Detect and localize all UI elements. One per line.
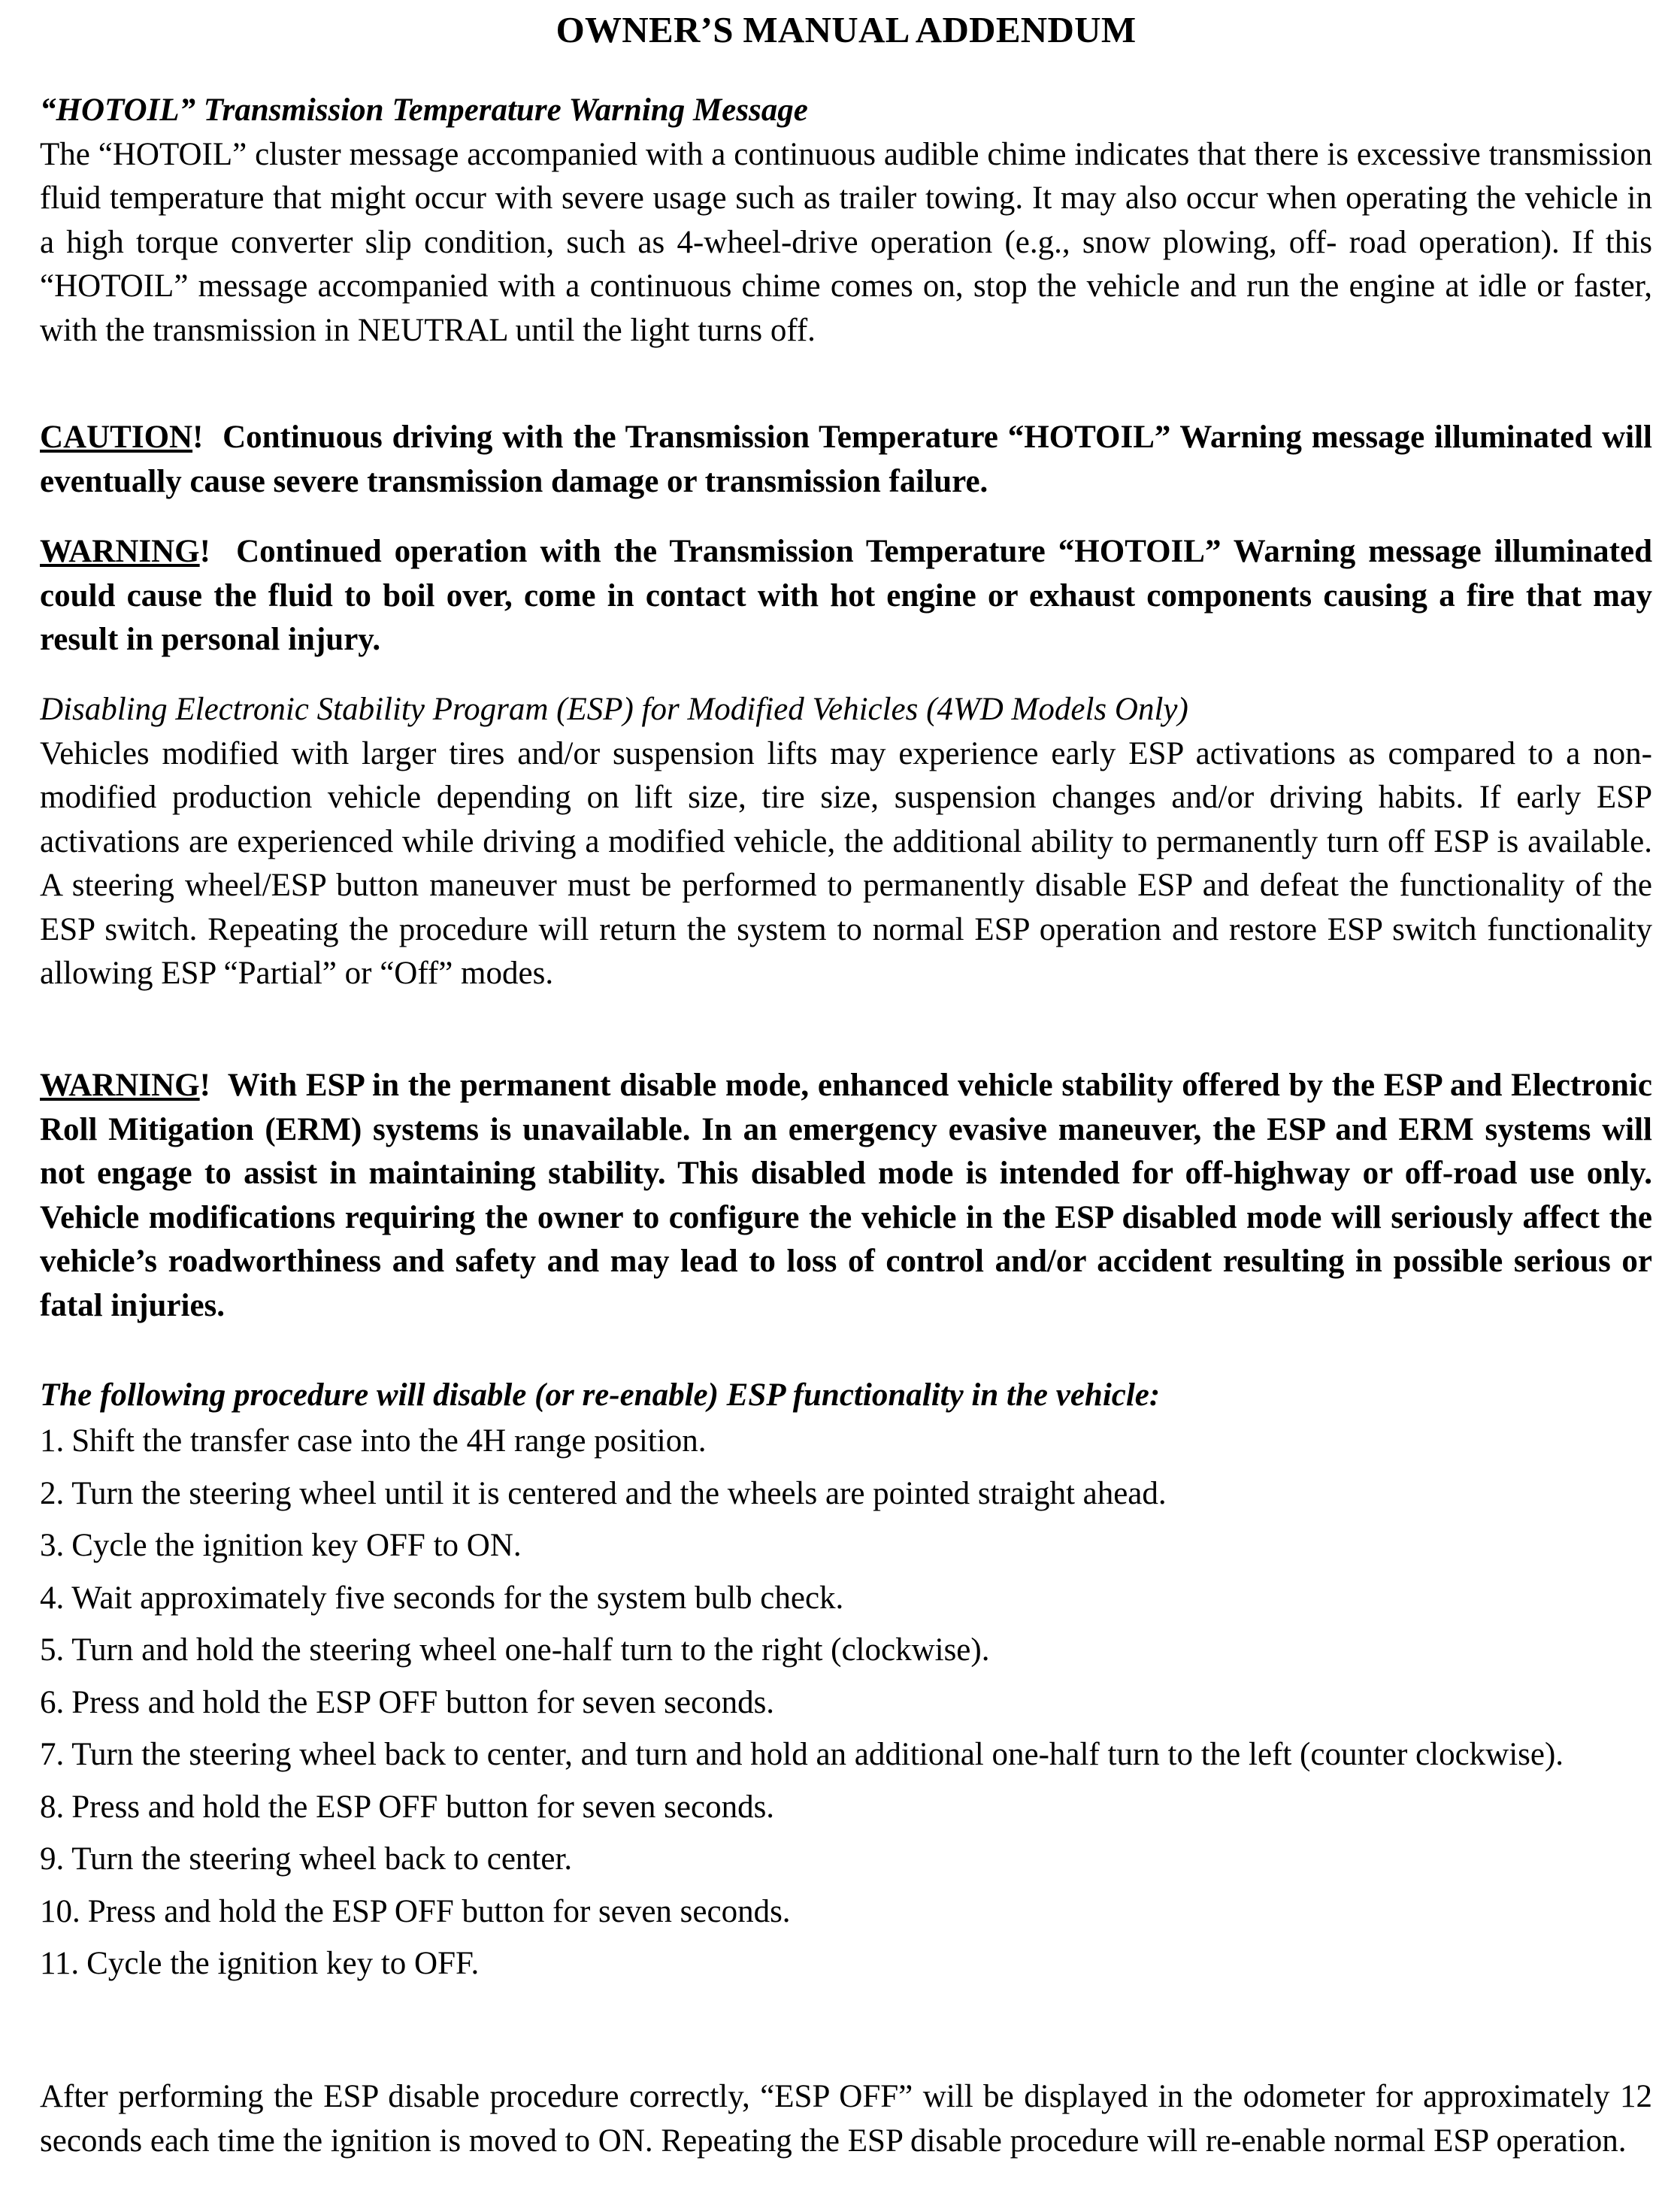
esp-section [40, 688, 1652, 996]
hotoil-warning-mark: ! [199, 534, 210, 569]
esp-heading: Disabling Electronic Stability Program (ESP) for Modified Vehicles (4WD Models Only) [40, 692, 1188, 727]
procedure-step: 8. Press and hold the ESP OFF button for seven seconds. [40, 1789, 775, 1825]
closing-paragraph [40, 2075, 1652, 2163]
caution-notice [40, 416, 1652, 504]
procedure-step: 6. Press and hold the ESP OFF button for seven seconds. [40, 1684, 775, 1720]
hotoil-warning-label: WARNING [40, 534, 200, 569]
procedure-heading-block [40, 1374, 1652, 1418]
closing-text: After performing the ESP disable procedure correctly, “ESP OFF” will be displayed in the odometer for approximately 12 seconds each time the ignition is moved to ON. Repeating the ESP disable procedure will re-enable normal ESP operation. [40, 2079, 1652, 2159]
hotoil-warning-notice [40, 530, 1652, 662]
procedure-step: 3. Cycle the ignition key OFF to ON. [40, 1528, 522, 1563]
caution-mark: ! [192, 420, 204, 455]
esp-warning-text: With ESP in the permanent disable mode, enhanced vehicle stability offered by the ESP and Electronic Roll Mitigation (ERM) systems is unavailable. In an emergency evasive maneuver, the ESP and ERM systems will not engage to assist in maintaining stability. This disabled mode is intended for off-highway or off-road use only. Vehicle modifications requiring the owner to configure the vehicle in the ESP disabled mode will seriously affect the vehicle’s roadworthiness and safety and may lead to loss of control and/or accident resulting in possible serious or fatal injuries. [40, 1068, 1652, 1323]
procedure-heading: The following procedure will disable (or re-enable) ESP functionality in the vehicle: [40, 1377, 1161, 1413]
procedure-step: 9. Turn the steering wheel back to center. [40, 1841, 573, 1877]
esp-warning-notice [40, 1064, 1652, 1328]
hotoil-warning-text: Continued operation with the Transmission Temperature “HOTOIL” Warning message illuminated could cause the fluid to boil over, come in contact with hot engine or exhaust components causing a fire that may result in personal injury. [40, 534, 1652, 657]
hotoil-body: The “HOTOIL” cluster message accompanied with a continuous audible chime indicates that there is excessive transmission fluid temperature that might occur with severe usage such as trailer towing. It may also occur when operating the vehicle in a high torque converter slip condition, such as 4-wheel-drive operation (e.g., snow plowing, off- road operation). If this “HOTOIL” message accompanied with a continuous chime comes on, stop the vehicle and run the engine at idle or faster, with the transmission in NEUTRAL until the light turns off. [40, 136, 1652, 348]
procedure-step: 5. Turn and hold the steering wheel one-half turn to the right (clockwise). [40, 1632, 990, 1668]
procedure-step: 11. Cycle the ignition key to OFF. [40, 1946, 480, 1981]
caution-label: CAUTION [40, 420, 193, 455]
document-page [40, 0, 1652, 2212]
esp-body: Vehicles modified with larger tires and/or suspension lifts may experience early ESP activations as compared to a non-modified production vehicle depending on lift size, tire size, suspension changes and/or driving habits. If early ESP activations are experienced while driving a modified vehicle, the additional ability to permanently turn off ESP is available. A steering wheel/ESP button maneuver must be performed to permanently disable ESP and defeat the functionality of the ESP switch. Repeating the procedure will return the system to normal ESP operation and restore ESP switch functionality allowing ESP “Partial” or “Off” modes. [40, 735, 1652, 991]
procedure-step: 7. Turn the steering wheel back to center, and turn and hold an additional one-half turn to the left (counter clockwise). [40, 1737, 1564, 1772]
procedure-step: 10. Press and hold the ESP OFF button for seven seconds. [40, 1893, 791, 1929]
hotoil-section [40, 89, 1652, 353]
caution-text: Continuous driving with the Transmission Temperature “HOTOIL” Warning message illuminated will eventually cause severe transmission damage or transmission failure. [40, 420, 1652, 499]
procedure-step: 1. Shift the transfer case into the 4H range position. [40, 1423, 707, 1459]
procedure-step: 2. Turn the steering wheel until it is centered and the wheels are pointed straight ahead. [40, 1475, 1167, 1511]
procedure-step: 4. Wait approximately five seconds for the system bulb check. [40, 1580, 844, 1616]
esp-warning-mark: ! [199, 1068, 210, 1103]
page-title: OWNER’S MANUAL ADDENDUM [556, 9, 1137, 50]
hotoil-heading: “HOTOIL” Transmission Temperature Warning Message [40, 92, 808, 128]
esp-warning-label: WARNING [40, 1068, 200, 1103]
procedure-steps [40, 1420, 1652, 1995]
